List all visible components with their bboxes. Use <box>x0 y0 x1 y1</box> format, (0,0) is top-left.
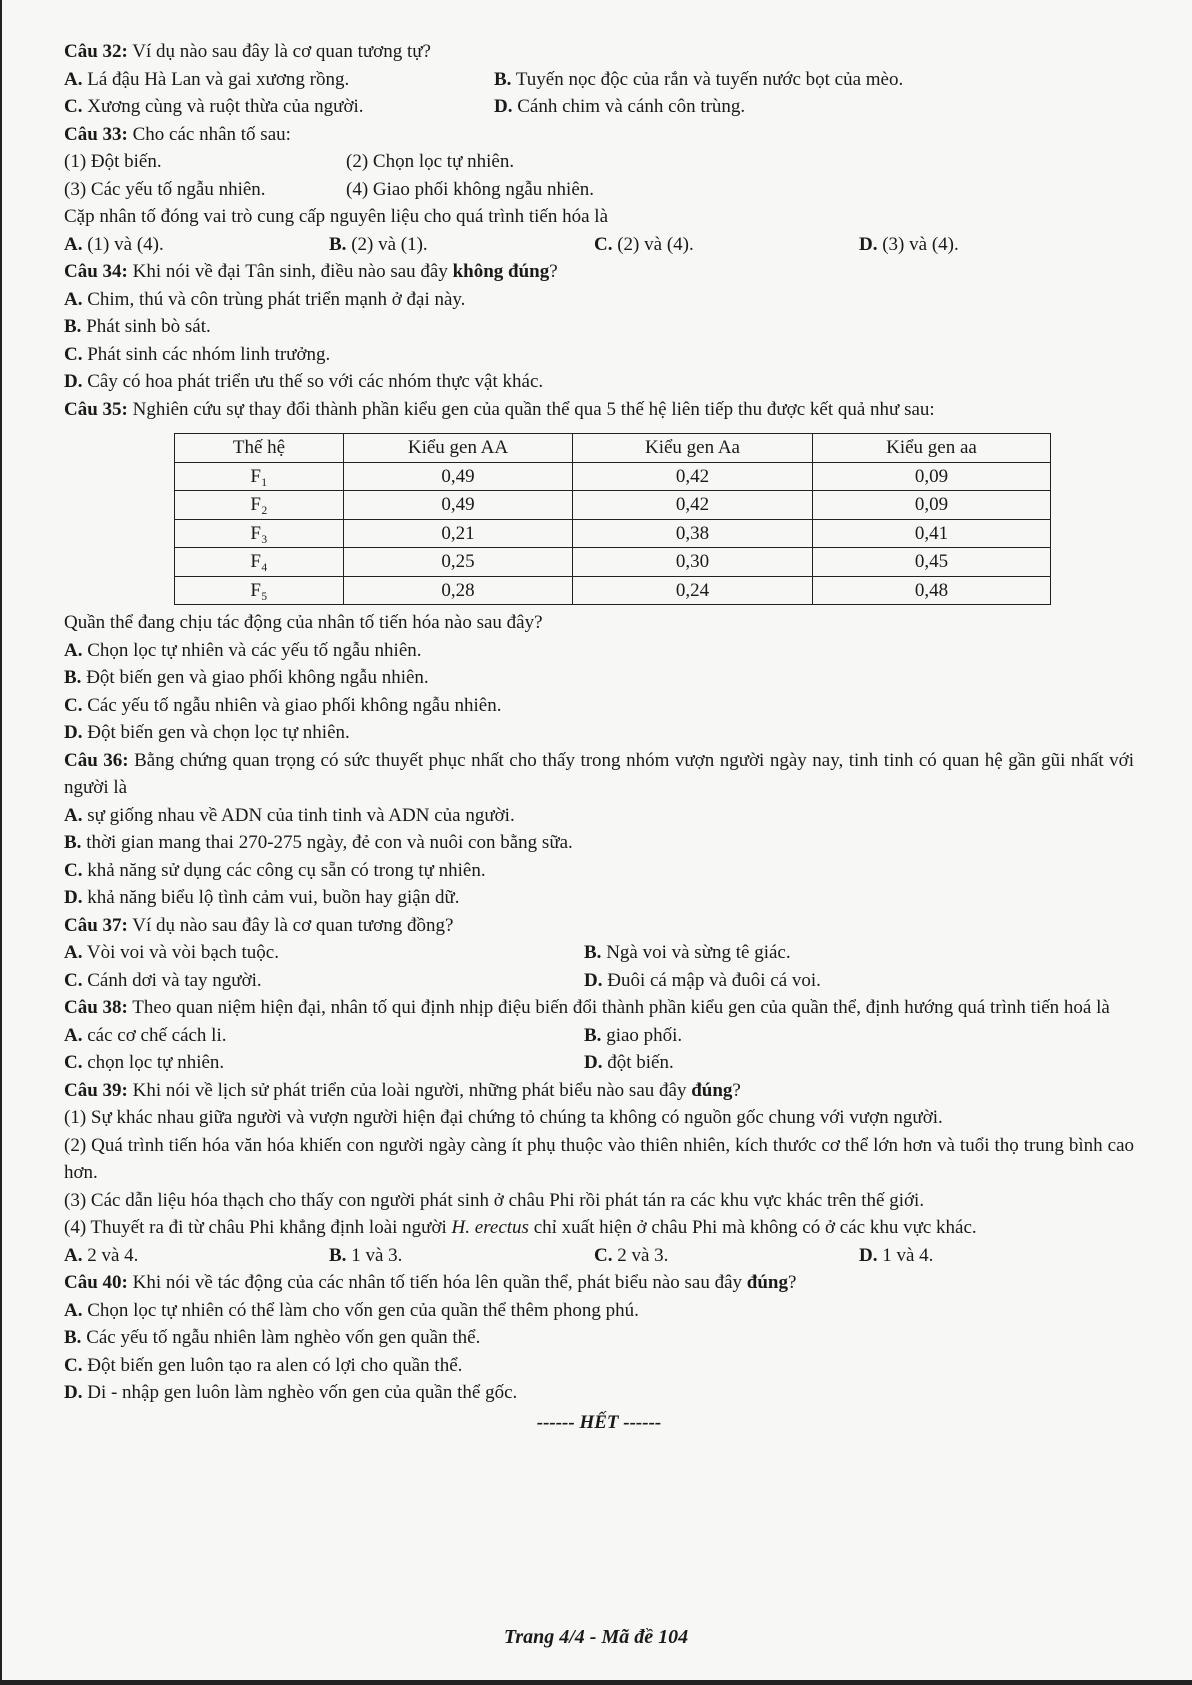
table-cell: 0,21 <box>344 519 573 548</box>
end-marker: ------ HẾT ------ <box>536 1411 662 1433</box>
q36-option-a[interactable]: A. sự giống nhau về ADN của tinh tinh và ADN của người. <box>64 804 515 826</box>
table-header: Kiểu gen AA <box>344 434 573 463</box>
q32-options-row-2 <box>64 93 1134 121</box>
q32-option-b[interactable]: B. Tuyến nọc độc của rắn và tuyến nước bọt của mèo. <box>494 68 904 90</box>
table-cell: 0,30 <box>573 548 813 577</box>
q33-factors-row-2 <box>64 176 1134 204</box>
q39-option-c[interactable]: C. 2 và 3. <box>594 1244 669 1266</box>
q33-option-a[interactable]: A. (1) và (4). <box>64 233 164 255</box>
table-cell: 0,09 <box>813 462 1051 491</box>
table-cell: 0,45 <box>813 548 1051 577</box>
q35-option-c[interactable]: C. Các yếu tố ngẫu nhiên và giao phối không ngẫu nhiên. <box>64 694 502 716</box>
table-cell: 0,25 <box>344 548 573 577</box>
page-footer: Trang 4/4 - Mã đề 104 <box>503 1626 689 1648</box>
question-38: Câu 38: Theo quan niệm hiện đại, nhân tố qui định nhịp điệu biến đổi thành phần kiểu gen của quần thể, định hướng quá trình tiến hoá là <box>64 997 1110 1018</box>
q39-statement-2: (2) Quá trình tiến hóa văn hóa khiến con người ngày càng ít phụ thuộc vào thiên nhiên, kích thước cơ thể lớn hơn và tuổi thọ trung bình cao hơn. <box>64 1134 1134 1183</box>
q37-option-c[interactable]: C. Cánh dơi và tay người. <box>64 969 262 991</box>
q39-options <box>64 1242 1134 1270</box>
table-row <box>175 548 1051 577</box>
table-header: Kiểu gen aa <box>813 434 1051 463</box>
question-40: Câu 40: Khi nói về tác động của các nhân tố tiến hóa lên quần thể, phát biểu nào sau đây đúng? <box>64 1272 797 1293</box>
q33-factor-2: (2) Chọn lọc tự nhiên. <box>346 151 515 172</box>
question-33: Câu 33: Cho các nhân tố sau: <box>64 123 291 145</box>
q37-options-row-2 <box>64 967 1134 995</box>
table-cell: 0,09 <box>813 491 1051 520</box>
table-cell: F₃ <box>175 519 344 548</box>
table-cell: 0,41 <box>813 519 1051 548</box>
q37-options-row-1 <box>64 939 1134 967</box>
page-bottom-edge <box>0 1680 1192 1685</box>
question-36: Câu 36: Bằng chứng quan trọng có sức thuyết phục nhất cho thấy trong nhóm vượn người ngày nay, tinh tinh có quan hệ gần gũi nhất với người là <box>64 749 1134 798</box>
q32-option-d[interactable]: D. Cánh chim và cánh côn trùng. <box>494 96 746 117</box>
table-cell: 0,48 <box>813 576 1051 605</box>
page-left-edge <box>0 0 2 1685</box>
q32-option-a[interactable]: A. Lá đậu Hà Lan và gai xương rồng. <box>64 68 350 90</box>
table-row <box>175 462 1051 491</box>
q33-option-b[interactable]: B. (2) và (1). <box>329 233 428 255</box>
table-header: Thế hệ <box>175 434 344 463</box>
q38-option-b[interactable]: B. giao phối. <box>584 1024 683 1046</box>
table-row <box>175 519 1051 548</box>
q37-option-b[interactable]: B. Ngà voi và sừng tê giác. <box>584 942 791 963</box>
table-cell: F₁ <box>175 462 344 491</box>
question-32: Câu 32: Ví dụ nào sau đây là cơ quan tương tự? <box>64 41 431 62</box>
q39-option-b[interactable]: B. 1 và 3. <box>329 1244 403 1266</box>
q40-option-a[interactable]: A. Chọn lọc tự nhiên có thể làm cho vốn gen của quần thể thêm phong phú. <box>64 1299 639 1321</box>
q33-factor-3: (3) Các yếu tố ngẫu nhiên. <box>64 178 266 200</box>
q34-option-a[interactable]: A. Chim, thú và côn trùng phát triển mạnh ở đại này. <box>64 288 466 310</box>
q35-stem: Quần thể đang chịu tác động của nhân tố tiến hóa nào sau đây? <box>64 612 543 633</box>
q38-option-a[interactable]: A. các cơ chế cách li. <box>64 1024 227 1046</box>
q37-option-a[interactable]: A. Vòi voi và vòi bạch tuộc. <box>64 942 279 963</box>
q33-factor-1: (1) Đột biến. <box>64 151 162 172</box>
table-cell: F₂ <box>175 491 344 520</box>
table-header-row <box>175 434 1051 463</box>
q34-option-b[interactable]: B. Phát sinh bò sát. <box>64 316 211 337</box>
table-cell: F₅ <box>175 576 344 605</box>
q33-options <box>64 231 1134 259</box>
q36-option-b[interactable]: B. thời gian mang thai 270-275 ngày, đẻ con và nuôi con bằng sữa. <box>64 832 573 853</box>
q35-option-d[interactable]: D. Đột biến gen và chọn lọc tự nhiên. <box>64 722 350 743</box>
table-cell: 0,42 <box>573 491 813 520</box>
q40-option-c[interactable]: C. Đột biến gen luôn tạo ra alen có lợi cho quần thể. <box>64 1354 463 1376</box>
q38-option-d[interactable]: D. đột biến. <box>584 1052 674 1073</box>
q33-stem: Cặp nhân tố đóng vai trò cung cấp nguyên liệu cho quá trình tiến hóa là <box>64 206 608 227</box>
q40-option-b[interactable]: B. Các yếu tố ngẫu nhiên làm nghèo vốn gen quần thể. <box>64 1327 481 1348</box>
table-cell: 0,49 <box>344 462 573 491</box>
exam-page <box>64 38 1134 1436</box>
table-cell: 0,42 <box>573 462 813 491</box>
genotype-table <box>174 433 1051 605</box>
q39-statement-1: (1) Sự khác nhau giữa người và vượn người hiện đại chứng tỏ chúng ta không có nguồn gốc chung với vượn người. <box>64 1107 943 1128</box>
q32-options-row-1 <box>64 66 1134 94</box>
q35-option-b[interactable]: B. Đột biến gen và giao phối không ngẫu nhiên. <box>64 667 429 688</box>
q34-option-c[interactable]: C. Phát sinh các nhóm linh trưởng. <box>64 343 331 365</box>
table-cell: 0,24 <box>573 576 813 605</box>
q36-option-c[interactable]: C. khả năng sử dụng các công cụ sẵn có trong tự nhiên. <box>64 859 486 881</box>
q34-option-d[interactable]: D. Cây có hoa phát triển ưu thế so với các nhóm thực vật khác. <box>64 371 544 392</box>
q33-option-c[interactable]: C. (2) và (4). <box>594 233 694 255</box>
question-35: Câu 35: Nghiên cứu sự thay đổi thành phần kiểu gen của quần thể qua 5 thế hệ liên tiếp thu được kết quả như sau: <box>64 398 935 420</box>
q38-options-row-1 <box>64 1022 1134 1050</box>
q39-option-a[interactable]: A. 2 và 4. <box>64 1244 139 1266</box>
q38-options-row-2 <box>64 1049 1134 1077</box>
q36-option-d[interactable]: D. khả năng biểu lộ tình cảm vui, buồn hay giận dữ. <box>64 887 460 908</box>
q37-option-d[interactable]: D. Đuôi cá mập và đuôi cá voi. <box>584 969 821 991</box>
table-header: Kiểu gen Aa <box>573 434 813 463</box>
table-cell: 0,49 <box>344 491 573 520</box>
table-row <box>175 576 1051 605</box>
table-cell: 0,38 <box>573 519 813 548</box>
q39-statement-3: (3) Các dẫn liệu hóa thạch cho thấy con người phát sinh ở châu Phi rồi phát tán ra các khu vực khác trên thế giới. <box>64 1189 925 1211</box>
table-cell: 0,28 <box>344 576 573 605</box>
question-34: Câu 34: Khi nói về đại Tân sinh, điều nào sau đây không đúng? <box>64 261 558 282</box>
q35-option-a[interactable]: A. Chọn lọc tự nhiên và các yếu tố ngẫu nhiên. <box>64 639 422 661</box>
q40-option-d[interactable]: D. Di - nhập gen luôn làm nghèo vốn gen của quần thể gốc. <box>64 1382 518 1403</box>
question-37: Câu 37: Ví dụ nào sau đây là cơ quan tương đồng? <box>64 914 454 936</box>
q33-option-d[interactable]: D. (3) và (4). <box>859 233 959 255</box>
table-cell: F₄ <box>175 548 344 577</box>
question-39: Câu 39: Khi nói về lịch sử phát triển của loài người, những phát biểu nào sau đây đúng? <box>64 1079 741 1101</box>
q32-option-c[interactable]: C. Xương cùng và ruột thừa của người. <box>64 96 364 117</box>
q33-factors-row-1 <box>64 148 1134 176</box>
q39-option-d[interactable]: D. 1 và 4. <box>859 1244 934 1266</box>
q39-statement-4: (4) Thuyết ra đi từ châu Phi khẳng định loài người H. erectus chỉ xuất hiện ở châu Phi mà không có ở các khu vực khác. <box>64 1217 977 1238</box>
q33-factor-4: (4) Giao phối không ngẫu nhiên. <box>346 178 595 200</box>
table-row <box>175 491 1051 520</box>
q38-option-c[interactable]: C. chọn lọc tự nhiên. <box>64 1052 225 1073</box>
